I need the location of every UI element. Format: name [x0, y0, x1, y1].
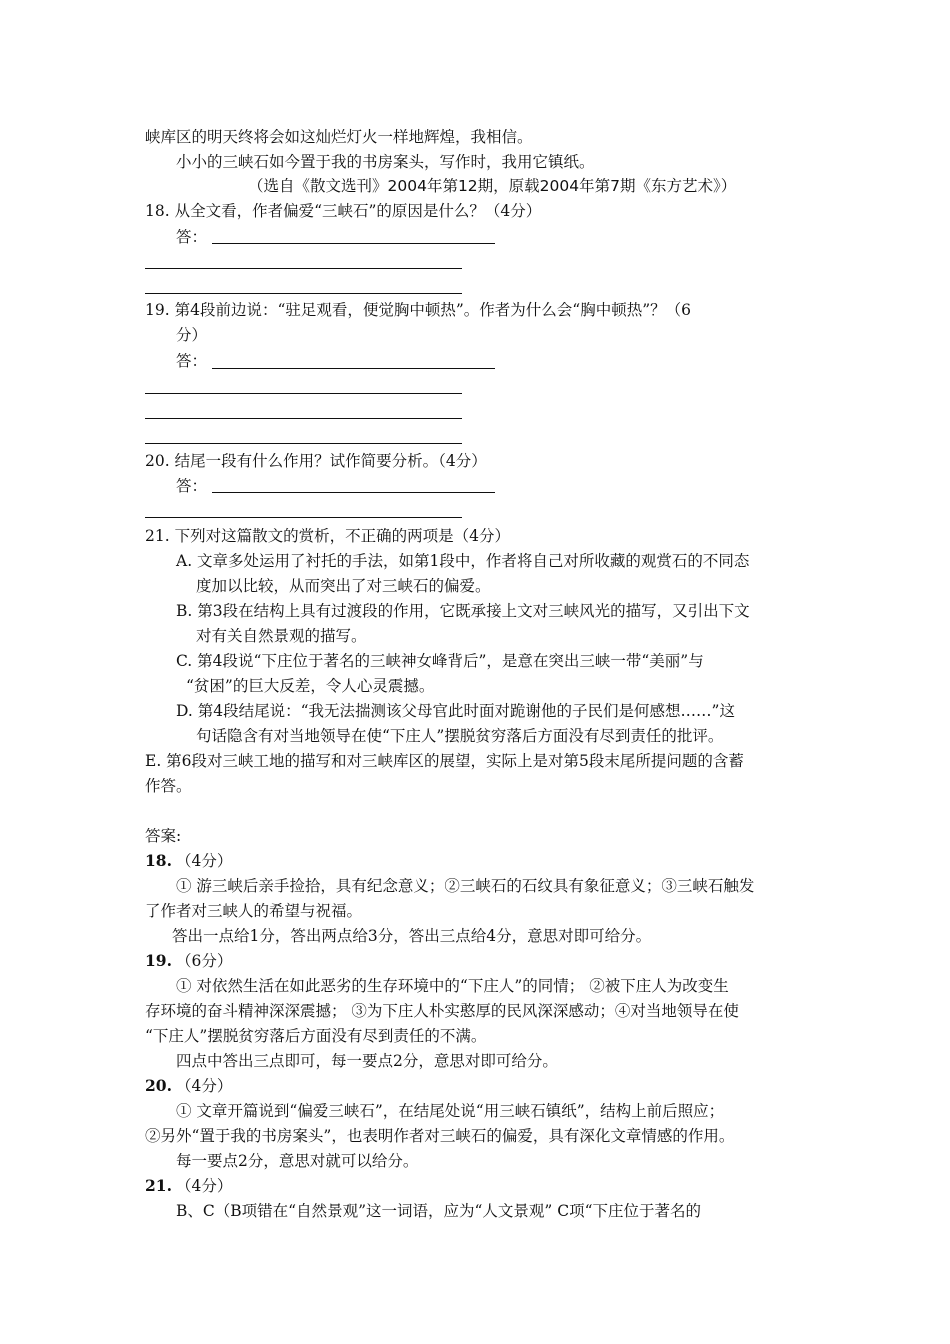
question-18: 18. 从全文看，作者偏爱“三峡石”的原因是什么？（4分）: [145, 202, 542, 220]
option-a-line-2: 度加以比较，从而突出了对三峡石的偏爱。: [196, 577, 491, 595]
passage-source: （选自《散文选刊》2004年第12期，原载2004年第7期《东方艺术》）: [248, 177, 737, 195]
answer-line: [145, 517, 462, 518]
question-19-line-1: 19. 第4段前边说：“驻足观看，便觉胸中顿热”。作者为什么会“胸中顿热”？（6: [145, 301, 691, 319]
answer-19-line-3: “下庄人”摆脱贫穷落后方面没有尽到责任的不满。: [145, 1027, 487, 1045]
answer-line: [212, 243, 495, 244]
passage-tail-line: 峡库区的明天终将会如这灿烂灯火一样地辉煌，我相信。: [145, 128, 533, 146]
question-21: 21. 下列对这篇散文的赏析，不正确的两项是（4分）: [145, 527, 510, 545]
question-20: 20. 结尾一段有什么作用？试作简要分析。（4分）: [145, 452, 487, 470]
option-b-line-1: B. 第3段在结构上具有过渡段的作用，它既承接上文对三峡风光的描写，又引出下文: [176, 602, 750, 620]
answer-21-line-1: B、C（B项错在“自然景观”这一词语，应为“人文景观” C项“下庄位于著名的: [176, 1202, 702, 1220]
answers-heading: 答案:: [145, 827, 182, 845]
answer-19-line-4: 四点中答出三点即可，每一要点2分，意思对即可给分。: [176, 1052, 558, 1070]
answer-line: [145, 393, 462, 394]
answer-line: [212, 368, 495, 369]
answer-line: [212, 492, 495, 493]
answer-18-number: 18.: [145, 851, 172, 870]
passage-last-paragraph: 小小的三峡石如今置于我的书房案头，写作时，我用它镇纸。: [176, 153, 595, 171]
option-e-line-2: 作答。: [145, 777, 192, 795]
answer-21-number: 21.: [145, 1176, 172, 1195]
answer-line: [145, 293, 462, 294]
answer-label-18: 答：: [176, 228, 208, 246]
answer-19-number: 19.: [145, 951, 172, 970]
answer-18-line-3: 答出一点给1分，答出两点给3分，答出三点给4分，意思对即可给分。: [172, 927, 652, 945]
option-e-line-1: E. 第6段对三峡工地的描写和对三峡库区的展望，实际上是对第5段末尾所提问题的含蓄: [145, 752, 744, 770]
option-c-line-1: C. 第4段说“下庄位于著名的三峡神女峰背后”，是意在突出三峡一带“美丽”与: [176, 652, 704, 670]
answer-20-score: （4分）: [176, 1077, 233, 1095]
answer-19-line-1: ① 对依然生活在如此恶劣的生存环境中的“下庄人”的同情； ②被下庄人为改变生: [176, 977, 729, 995]
answer-19-line-2: 存环境的奋斗精神深深震撼； ③为下庄人朴实憨厚的民风深深感动；④对当地领导在使: [145, 1002, 739, 1020]
option-b-line-2: 对有关自然景观的描写。: [196, 627, 367, 645]
answer-18-line-1: ① 游三峡后亲手捡拾，具有纪念意义；②三峡石的石纹具有象征意义；③三峡石触发: [176, 877, 755, 895]
answer-19-score: （6分）: [176, 952, 233, 970]
option-d-line-2: 句话隐含有对当地领导在使“下庄人”摆脱贫穷落后方面没有尽到责任的批评。: [196, 727, 724, 745]
answer-20-number: 20.: [145, 1076, 172, 1095]
option-c-line-2: “贫困”的巨大反差，令人心灵震撼。: [186, 677, 435, 695]
answer-20-line-1: ① 文章开篇说到“偏爱三峡石”，在结尾处说“用三峡石镇纸”，结构上前后照应；: [176, 1102, 725, 1120]
answer-line: [145, 443, 462, 444]
question-19-line-2: 分）: [176, 326, 208, 344]
answer-line: [145, 418, 462, 419]
answer-20-line-3: 每一要点2分，意思对就可以给分。: [176, 1152, 419, 1170]
answer-18-score: （4分）: [176, 852, 233, 870]
answer-label-20: 答：: [176, 477, 208, 495]
answer-label-19: 答：: [176, 352, 208, 370]
option-d-line-1: D. 第4段结尾说：“我无法揣测该父母官此时面对跪谢他的子民们是何感想……”这: [176, 702, 735, 720]
answer-line: [145, 268, 462, 269]
answer-20-line-2: ②另外“置于我的书房案头”，也表明作者对三峡石的偏爱，具有深化文章情感的作用。: [145, 1127, 735, 1145]
answer-18-line-2: 了作者对三峡人的希望与祝福。: [145, 902, 363, 920]
answer-21-score: （4分）: [176, 1177, 233, 1195]
option-a-line-1: A. 文章多处运用了衬托的手法，如第1段中，作者将自己对所收藏的观赏石的不同态: [176, 552, 750, 570]
